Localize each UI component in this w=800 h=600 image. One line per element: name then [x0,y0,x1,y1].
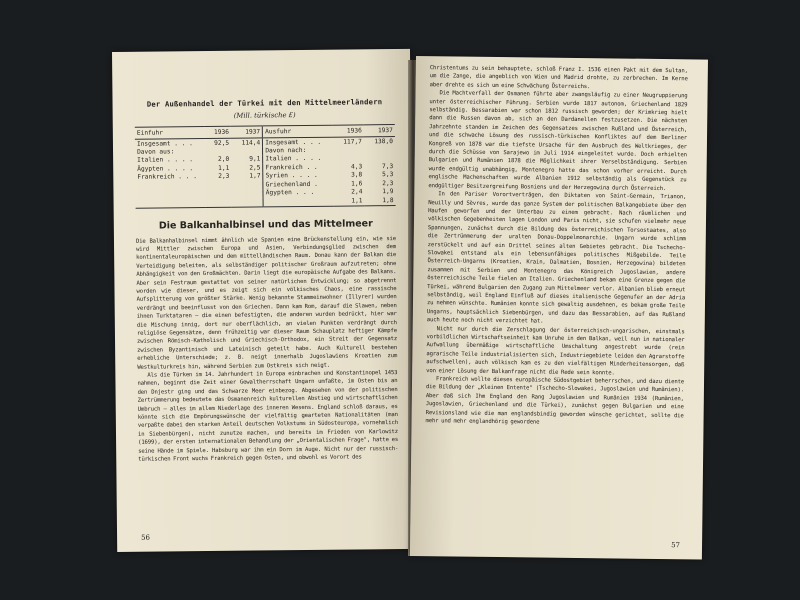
table-cell [205,147,231,156]
page-number: 56 [141,533,151,542]
table-title: Der Außenhandel der Türkei mit den Mittelmeerländern [146,97,383,109]
table-cell [206,181,232,190]
table-cell [364,154,395,163]
table-cell: 3,8 [351,171,363,179]
table-cell: 1,1 [218,164,230,172]
paragraph: Die Balkanhalbinsel nimmt ähnlich wie Spanien eine Brückenstellung ein, wie sie wird Mittler zwischen Europa und Asien, Verbindungsglied zwischen dem kontinentaleuropäischen und dem mittelländischen Raum. Donau kann der Balkan die Verteidigung beleiten, als selbständiger politischer Großraum aufzutreten; ohne Abhängigkeit von den Großmächten. Darin liegt die europäische Aufgabe des Balkans. Aber sein Festraum gestattet von seiner natürlichen Entwicklung; so abgetrennt worden wie dieser, und es zeigt sich ein völkisches Chaos, eine rassische Aufsplitterung von größter Stärke. Wenig bekannte Stammeinwohner (Illyrer) wurden verdrängt und beeinflusst von den Griechen. Dann kam Rom, darauf die Slawen, neben ihnen Turktataren — die einen befestigten, die anderen wurden bedrückt, hier war die Mischung innig, dort nur oberflächlich, an vielen Punkten verdrängt durch religiöse Gegensätze, denn frühzeitig war dieser Raum Schauplatz heftiger Kämpfe zwischen Römisch-Katholisch und Griechisch-Orthodox, ein Streit der Gegensatz zwischen Byzantinisch und Lateinisch geteilt habe. Auch Kulturell bestehen erhebliche Unterschiede; z. B. neigt innerhalb Jugoslawiens Kroatien zum Westkulturkreis hin, während Serbien zum Ostkreis sich neigt. [135,235,398,371]
col-header: 1936 [205,126,231,138]
table-cell: 92,5 [214,139,230,147]
paragraph: In den Pariser Vorortverträgen, den Diktaten von Saint-Germain, Trianon, Neuilly und Sèvres, wurde das ganze System der politischen Balkangebiete über den Haufen geworfen und der Unterbau zu einem gebracht. Nach räumlichen und völkischen Gegebenheiten lagen London und Paris nicht, sie schufen vielmehr neue Spannungen, zunächst durch die Bildung des österreichischen Torsostaates, also die Zertrümmerung der uralten Donau-Doppelmonarchie. Ungarn wurde schlimm zerstückelt und auf ein Drittel seines alten Gebietes gebracht. Die Tschecho-Slowakei entstand als ein lebensunfähiges politisches Mißgebilde. Teile Österreich-Ungarns (Kroatien, Krain, Dalmatien, Bosnien, Herzegowina) bildeten zusammen mit Serbien und Montenegro das Königreich Jugoslawien, andere österreichische Teile fielen an Italien. Griechenland bekam eine Grenze gegen die Türkei, während Bulgarien den Zugang zum Mittelmeer verlor. Albanien blieb erneut selbständig, weil England Einfluß auf dieses italienische Gegenufer an der Adria zu nehmen wünschte. Rumänien konnte sich gewaltig ausdehnen, es bekam große Teile Ungarns, hauptsächlich Siebenbürgen, und dazu das Bessarabien, auf das Rußland auch heute noch nicht verzichtet hat. [426,191,687,325]
col-header: 1936 [333,125,364,137]
table-cell: 117,7 [343,137,362,146]
table-cell: Davon nach: [263,146,333,155]
table-cell: Ägypten . . . [263,188,333,197]
table-cell: 2,4 [351,188,363,196]
table-cell [364,145,395,154]
table-cell: Syrien . . . . [263,171,333,180]
table-cell [231,147,263,156]
table-cell: Frankreich . . [263,163,333,172]
table-cell: Davon aus: [137,148,175,156]
paragraph: Die Machtverfall der Osmanen führte aber zwangsläufig zu einer Neugruppierung unter österreichischer Führung. Serbien wurde 1817 autonom, Griechenland 1829 selbständig. Bessarabien war schon 1812 russisch geworden; der Krimkrieg hielt dann die Russen davon ab, sich an den Dardanellen festzusetzen. Die nächsten Jahrzehnte standen im Zeichen des Gegensatzes zwischen Rußland und Österreich, und die schwache Lösung des russisch-türkischen Konfliktes auf dem Berliner Kongreß von 1878 war die tiefste Ursache für den Ausbruch des Weltkrieges, der durch die Schüsse von Sarajewo im Juli 1914 eingeleitet wurde. Doch erhielten Bulgarien und Rumänien 1878 die Möglichkeit ihrer Verselbständigung. Serbien wurde endgültig unabhängig, Montenegro hatte das schon vorher erreicht. Durch englische Machenschaften wurde Albanien 1912 selbständig als Gegenstück zu endgültiger Besitzergreifung Bosniens und der Herzegowina durch Österreich. [428,90,688,192]
table-cell: 138,0 [374,137,393,145]
open-booklet [112,52,716,560]
right-body-text [425,64,687,429]
table-cell: 2,3 [218,173,230,181]
table-cell: 2,5 [249,164,261,172]
table-cell: 2,3 [382,179,394,187]
section-heading: Die Balkanhalbinsel und das Mittelmeer [158,217,373,232]
table-cell: 1,9 [382,188,394,196]
table-cell [333,146,364,155]
table-cell [232,197,264,206]
table-cell [333,154,364,163]
table-cell [136,198,206,208]
table-cell [206,198,232,207]
table-cell: 5,3 [382,171,394,179]
table-subtitle: (Mill. türkische £) [233,111,296,120]
table-cell: 4,3 [350,163,363,171]
table-cell: Griechenland . [263,180,333,189]
left-page [112,49,415,552]
table-cell: 1,6 [351,180,363,188]
page-number: 57 [671,541,681,550]
table-cell: 1,8 [364,196,395,205]
table-row [136,196,396,208]
table-cell [232,189,264,198]
table-cell: Insgesamt . . . [263,137,333,147]
table-cell: Ägypten . . . . [137,164,194,173]
paragraph: Frankreich wollte dieses europäische Südostgebiet beherrschen, und dazu diente die Bildung der „Kleinen Entente" (Tschecho-Slowakei, Jugoslawien und Rumänien). Aber daß sich Ihm England den Rang Jugoslawien und Rumänien 1934 (Rumänien, Jugoslawien, Griechenland und die Türkei), zunächst gegen Bulgarien und eine Revisionsland wie die man englandsbindig geworden wünsche gerichtet, sollte die mehr und mehr englandhörig gewordene [425,376,685,426]
trade-table [135,124,396,208]
table-cell: Italien . . . . [137,156,194,165]
paragraph: Christentums zu sein behauptete, schloß Franz I. 1536 einen Pakt mit dem Sultan, um die Zange, die angeblich von Wien und Madrid drohte, zu zerbrechen. Im Kerne aber drehte es sich um eine Schwächung Österreichs. [429,65,688,90]
col-header: Ausfuhr [263,125,333,138]
table-cell: 1,1 [333,196,364,205]
table-cell: Italien . . . . [263,155,333,164]
table-cell [206,189,232,198]
left-body-text [136,235,398,465]
paragraph: Als die Türken im 14. Jahrhundert in Europa einbrachen und Konstantinopel 1453 nahmen, beginnt die Zeit einer Gewaltherrschaft Ungarn umfaßte, im Osten bis an den Dnjestr ging und das Schwarze Meer einbezog. Abgesehen von der politischen Zertrümmerung bedeutete das Osmanenreich kulturellen Abstieg und wirtschaftlichen Umbruch — alles im allem Niederlage des inneren Wesens. England schloß daraus, es könnte sich die Empörungswünsche der vielfältig gearteten Nationalitäten (man verpaßte dabei den starken Anteil deutschen Volkstums in Südosteuropa, vornehmlich in Siebenbürgen), nicht zunutze machen, und bereits im Frieden von Karlowitz (1699), der ersten internationalen Behandlung der „Orientalischen Frage", hatte es seine Hände im Spiele. Habsburg war ihm ein Dorn im Auge. Nicht nur der russisch-türkischen Front wuchs Frankreich gegen Osten, und obwohl es Vorort des [137,370,399,463]
table-cell: 9,1 [249,155,261,163]
col-header: 1937 [364,125,395,137]
table-cell [263,197,333,207]
table-cell: 1,7 [249,172,261,180]
table-cell: Insgesamt . . . [136,139,193,148]
table-cell [231,181,263,190]
col-header: 1937 [231,126,263,138]
table-cell: 2,0 [217,156,230,164]
col-header: Einfuhr [135,127,205,140]
table-cell: Frankreich . . . [137,173,197,181]
right-page [410,56,708,560]
table-cell: 114,4 [241,138,261,147]
paragraph: Nicht nur durch die Zerschlagung der österreichisch-ungarischen, einstmals vorbildlichen Wirtschaftseinheit kam Unruhe in den Balkan, weil nun in nationaler Aufwallung übermäßige wirtschaftliche Umschaltung angestrebt wurde (rein agrarische Teile industrialisierten sich, Industriegebiete leiden den Agrarstoffe aufschwellen), auch völkisch kam es zu den vielfältigen Minderheitensorgen, daß von einer Lösung der Balkanfrage nicht die Rede sein konnte. [426,325,685,377]
table-cell: 7,3 [381,162,394,170]
